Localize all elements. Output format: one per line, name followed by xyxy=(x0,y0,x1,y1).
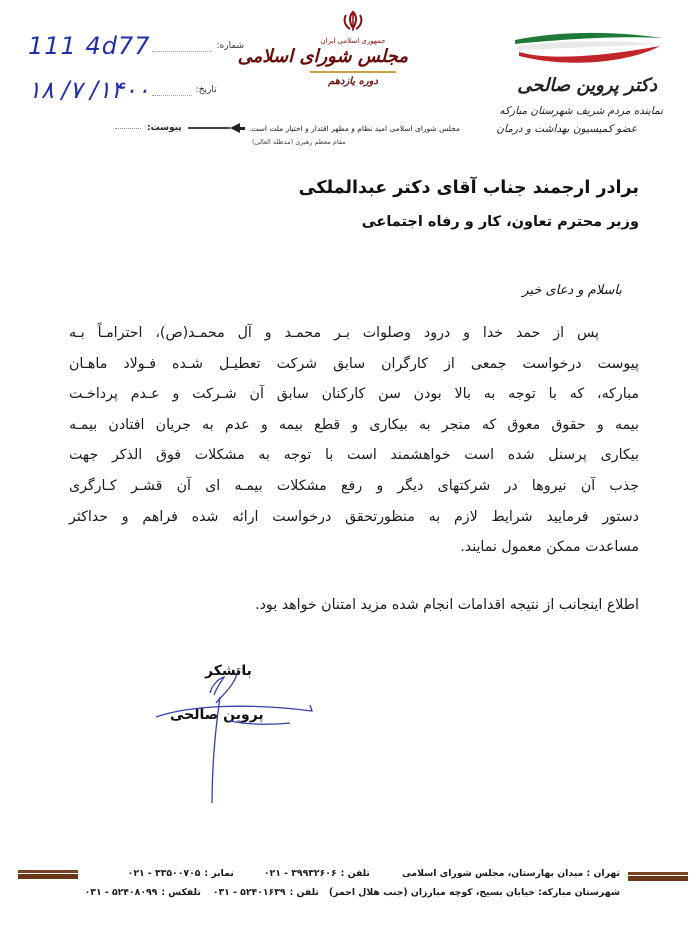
motto-source: مقام معظم رهبری (مدظله العالی) xyxy=(252,138,346,146)
emblem-term-text: دوره یازدهم xyxy=(328,76,378,87)
representative-name: دکتر پروین صالحی xyxy=(517,75,657,96)
number-dotted-line xyxy=(152,51,212,52)
closing-line: اطلاع اینجانب از نتیجه اقدامات انجام شده مزید امتنان خواهد بود. xyxy=(255,597,639,613)
sign-off: باتشکر xyxy=(205,663,252,679)
date-dotted-line xyxy=(152,95,192,96)
mobarakeh-fax-label: تلفکس : xyxy=(161,887,201,898)
letter-body xyxy=(69,318,639,563)
letter-date-label: تاریخ: xyxy=(195,85,217,95)
handwritten-signature-icon xyxy=(150,655,330,805)
signer-name: پروین صالحی xyxy=(170,707,264,723)
greeting: باسلام و دعای خیر xyxy=(522,283,622,298)
attachment-label: پیوست: xyxy=(147,123,182,133)
flag-ribbon xyxy=(515,30,665,70)
letter-date-row xyxy=(28,76,217,104)
body-line: مبارکه، که با توجه به بالا بودن سن کارکنان سابق آن شـرکت و عـدم پرداخـت xyxy=(69,386,639,403)
mobarakeh-fax: ۰۳۱ - ۵۲۴۰۸۰۹۹ xyxy=(84,887,158,898)
iran-flag-ribbon-icon xyxy=(515,30,665,70)
emblem-country-text: جمهوری اسلامی ایران xyxy=(320,37,386,45)
footer-row-mobarakeh xyxy=(85,887,620,898)
letter-number-label: شماره: xyxy=(216,41,245,51)
mobarakeh-phone: ۰۳۱ - ۵۲۴۰۱۶۳۹ xyxy=(212,887,286,898)
letter-number-value: 111 4d77 xyxy=(28,32,151,60)
footer-row-tehran xyxy=(128,868,620,879)
mobarakeh-address: شهرستان مبارکه: خیابان بسیج، کوچه مبارزان (جنب هلال احمر) xyxy=(328,887,620,898)
motto-rule-short xyxy=(240,127,245,130)
letter-date-value: ۱۴۰۰/ ۷/ ۱۸ xyxy=(28,76,150,104)
representative-commission: عضو کمیسیون بهداشت و درمان xyxy=(496,123,637,135)
body-line: جذب آن نیروها در شرکتهای دیگر و رفع مشکلات بیمـه ای آن قشـر کـارگری xyxy=(69,477,639,494)
footer-bar-left xyxy=(18,870,78,879)
motto-rule xyxy=(188,127,230,129)
signature-block xyxy=(150,655,330,805)
recipient-title: وزیر محترم تعاون، کار و رفاه اجتماعی xyxy=(361,214,639,230)
body-line: بیمه و حقوق معوق که منجر به بیکاری و قطع بیمه و عدم به جریان افتادن بیمـه xyxy=(69,416,639,433)
parliament-emblem xyxy=(237,10,408,88)
body-line: مساعدت ممکن معمول نمایند. xyxy=(460,539,639,556)
emblem-parliament-title: مجلس شورای اسلامی xyxy=(237,46,408,67)
emblem-gold-rule xyxy=(310,71,396,73)
letter-number-row xyxy=(28,32,244,60)
body-line: بیکاری پرسنل شده است خواهشمند است با توجه به مشکلات فوق الذکر جهت xyxy=(69,447,639,464)
footer-bar-right xyxy=(628,872,688,881)
motto-bar xyxy=(115,122,460,134)
tehran-phone-label: تلفن : xyxy=(340,868,370,879)
body-line: پس از حمد خدا و درود وصلوات بـر محمـد و آل محمـد(ص)، احترامـاً بـه xyxy=(69,325,599,341)
salutation: برادر ارجمند جناب آقای دکتر عبدالملکی xyxy=(298,178,639,198)
tehran-fax: ۰۲۱ - ۳۳۵۰۰۷۰۵ xyxy=(127,868,201,879)
representative-constituency: نماینده مردم شریف شهرستان مبارکه xyxy=(499,105,663,117)
iran-emblem-icon xyxy=(341,10,365,32)
body-line: پیوست درخواست جمعی از کارگران سابق شرکت تعطیـل شـده فـولاد ماهـان xyxy=(69,355,639,372)
tehran-address: تهران : میدان بهارستان، مجلس شورای اسلامی xyxy=(401,868,620,879)
motto-arrow-icon xyxy=(230,123,240,133)
parliament-motto: مجلس شورای اسلامی امید نظام و مظهر اقتدار و اختیار ملت است. xyxy=(248,123,460,133)
body-line: دستور فرمایید شرایط لازم به منظورتحقق درخواست ارائه شده فراهم و حداکثر xyxy=(69,508,639,525)
tehran-phone: ۰۲۱ - ۳۹۹۳۲۶۰۶ xyxy=(263,868,337,879)
motto-dotted-line-left xyxy=(115,127,141,129)
tehran-fax-label: نمابر : xyxy=(204,868,234,879)
mobarakeh-phone-label: تلفن : xyxy=(289,887,319,898)
